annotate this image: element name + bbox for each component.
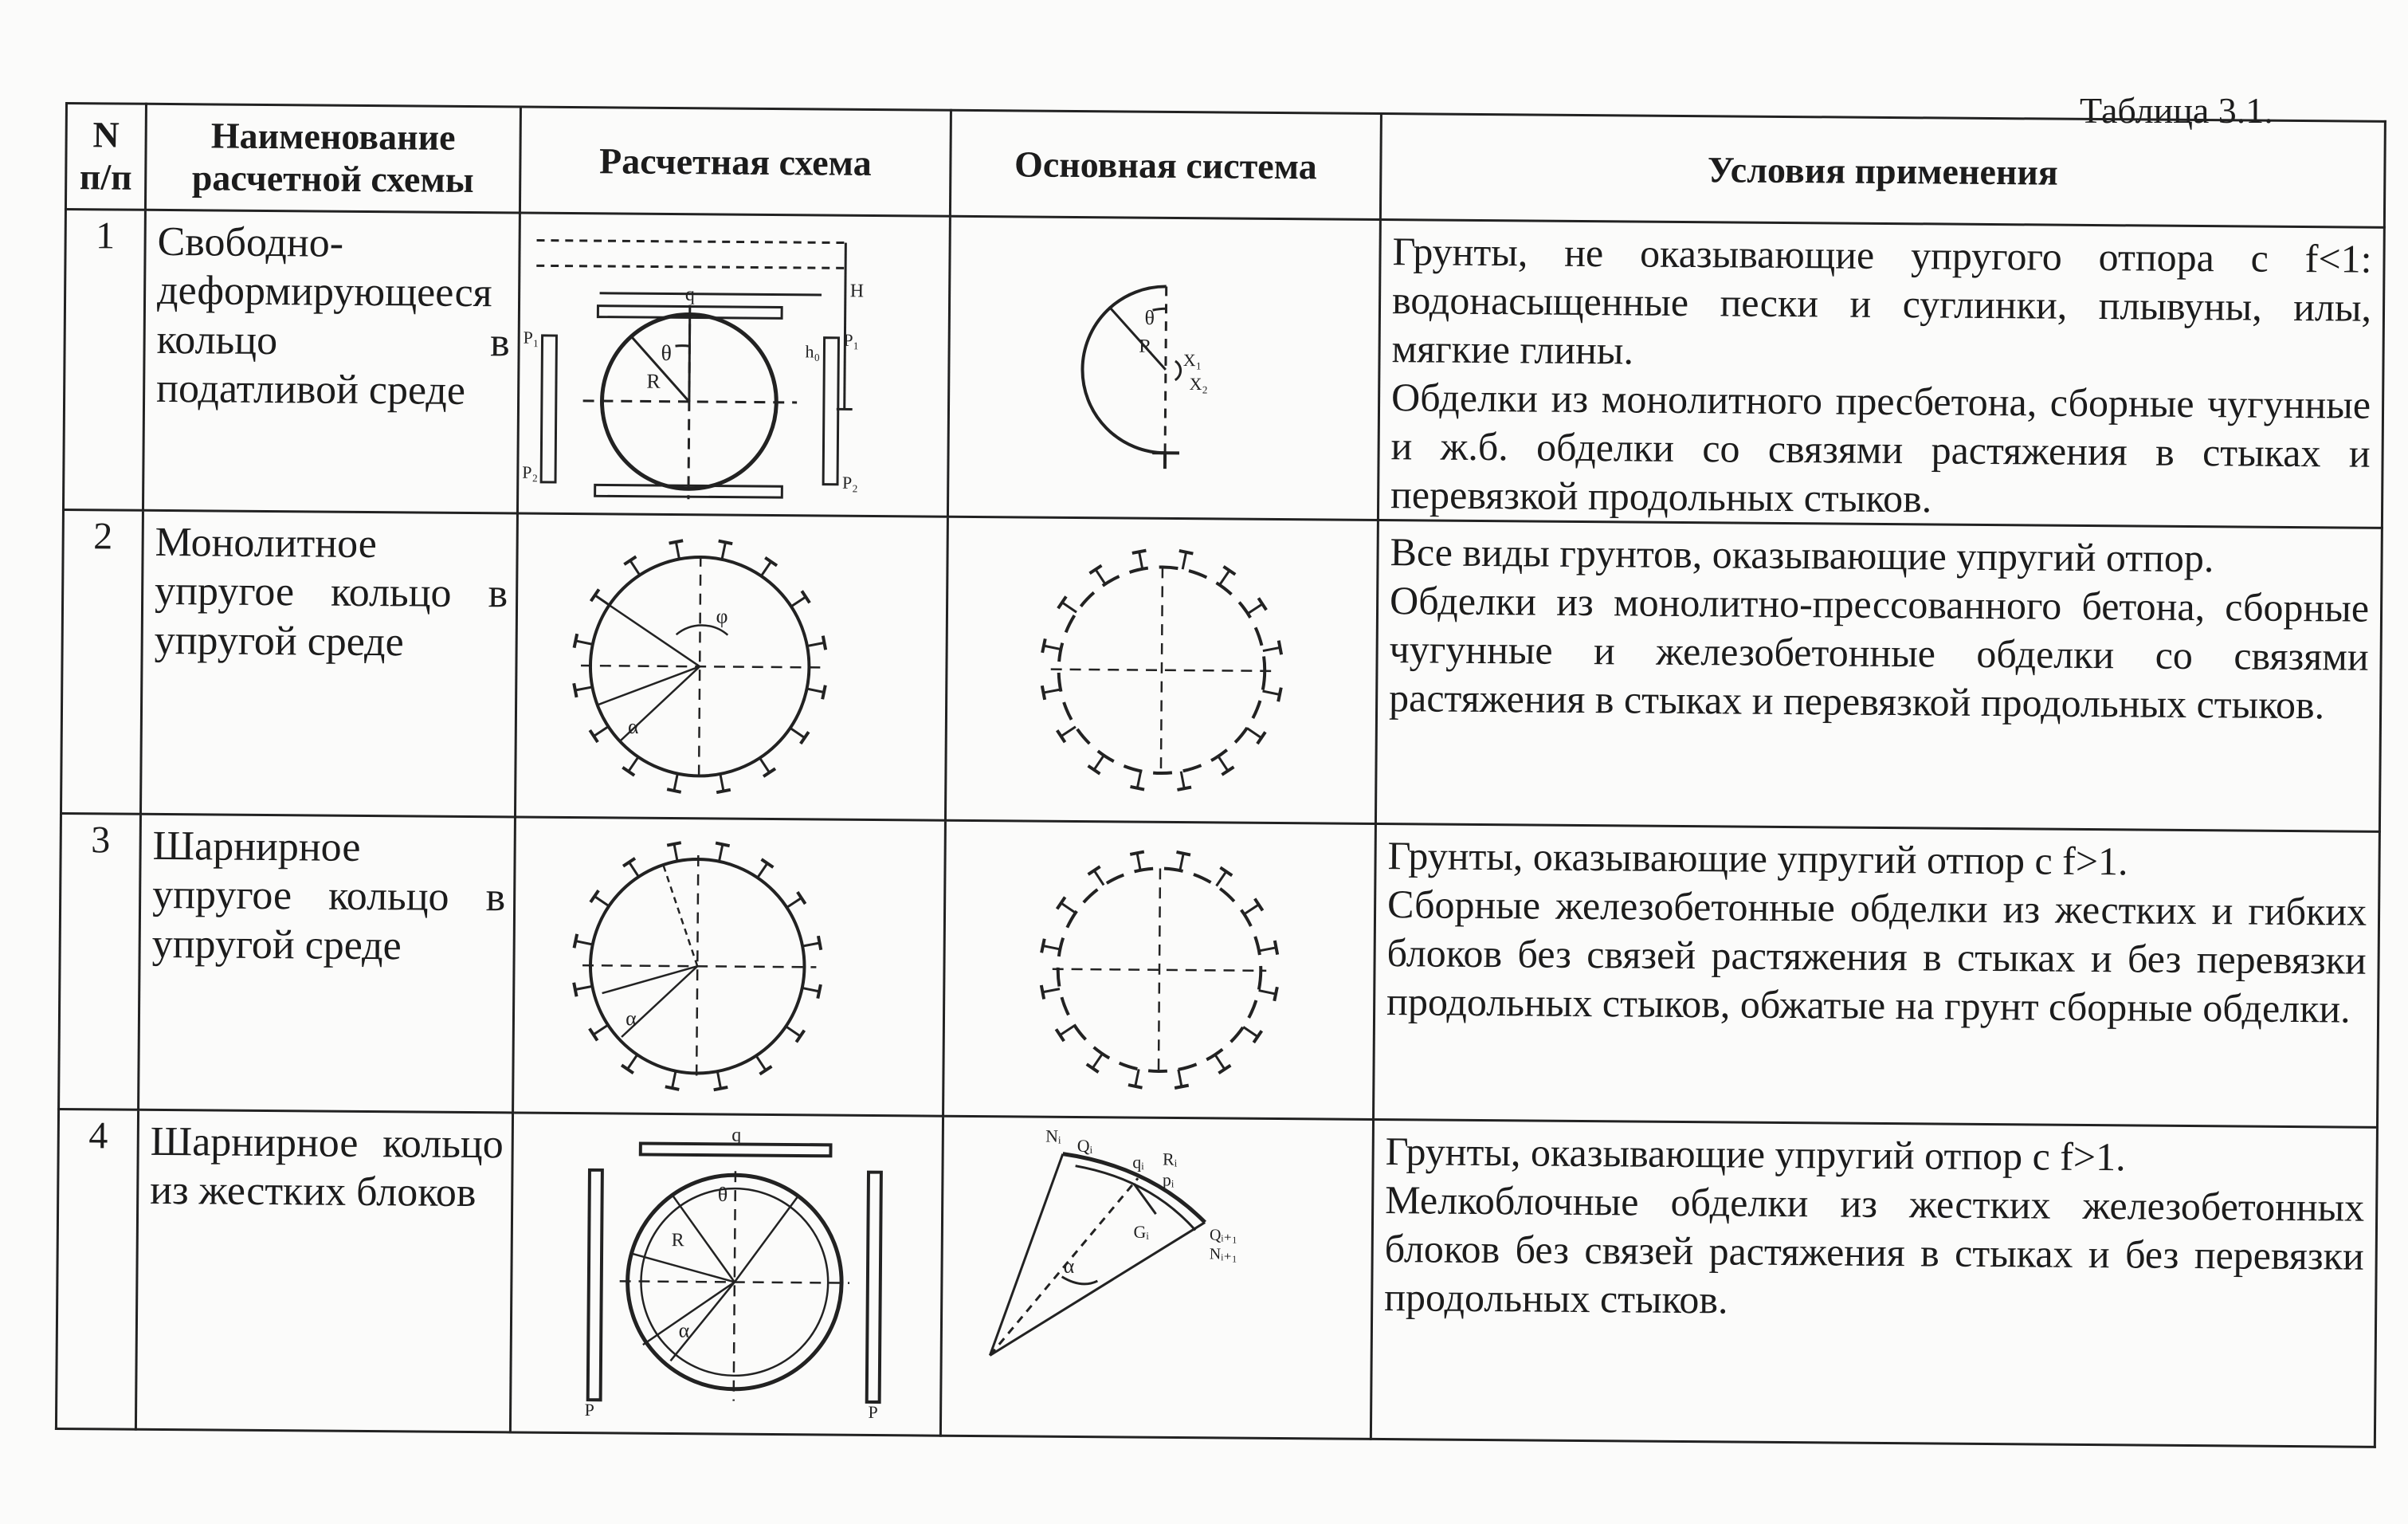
support-cap [763,768,775,776]
scheme-name: Свободно-деформирующееся кольцо в податливой среде [143,210,520,513]
support-cap [1088,766,1100,774]
label-p1-right: P₁ [843,330,860,350]
support-cap [1253,1031,1261,1043]
scheme-name: Шарнирное упругое кольцо в упругой среде [139,814,516,1113]
support-mark [1181,772,1184,788]
support-cap [669,540,684,544]
support-mark [790,728,805,737]
conditions-cell [1371,1119,2377,1447]
label-theta: θ [717,1182,728,1206]
support-mark [759,758,769,772]
header-row [65,104,2385,228]
support-mark [1262,691,1279,694]
label-q: q [684,284,696,305]
table-row [63,210,2384,528]
label-Ni: Nᵢ [1045,1126,1061,1146]
conditions-cell [1375,520,2382,831]
support-mark [1094,870,1104,885]
support-mark [630,560,640,575]
support-mark [673,1071,676,1088]
support-cap [762,859,774,867]
support-cap [716,790,731,793]
support-mark [1096,569,1105,583]
support-cap [623,858,635,866]
support-mark [629,862,638,877]
support-cap [667,843,681,846]
support-mark [1137,771,1140,788]
conditions-soil: Грунты, оказывающие упругий отпор с f>1. [1387,832,2128,884]
label-Gi: Gᵢ [1133,1222,1150,1242]
support-mark [594,726,608,736]
support-mark [802,943,819,946]
header-base-system: Основная система [950,110,1381,219]
block-segment-diagram [942,1117,1372,1438]
label-qi: qᵢ [1132,1153,1144,1172]
row-number: 3 [59,813,141,1110]
conditions-soil: Грунты, не оказывающие упругого отпора с f<1: водонасыщенные пески и суглинки, плывуны, илы, мягкие глины. [1391,229,2372,373]
label-theta: θ [661,340,673,367]
support-mark [1182,552,1186,569]
support-mark [575,941,592,944]
label-R: R [1139,336,1152,357]
conditions-lining: Обделки из монолитно-прессованного бетона, сборные чугунные и железобетонные обделки со связями растяжения в стыках и перевязкой продольных стыков. [1388,578,2370,728]
label-p-left: P [584,1400,594,1420]
support-cap [765,558,777,566]
support-mark [720,774,724,791]
row-number: 2 [61,509,143,814]
support-mark [1092,1054,1102,1068]
support-mark [1180,854,1183,870]
support-cap [1255,898,1263,910]
support-mark [786,1027,800,1036]
support-mark [1062,603,1077,612]
table-row [59,813,2380,1127]
support-mark [676,542,679,559]
support-mark [1135,1069,1139,1086]
support-mark [791,597,806,607]
support-mark [1137,853,1140,870]
support-mark [786,898,801,907]
support-mark [1220,571,1229,585]
base-system-figure [940,1116,1373,1439]
header-num: N п/п [65,104,146,210]
label-h0: h₀ [805,342,821,362]
schemes-table [55,102,2386,1447]
conditions-soil: Все виды грунтов, оказывающие упругий отпор. [1390,529,2214,581]
support-mark [802,988,819,991]
support-cap [1222,767,1233,775]
conditions-lining: Обделки из монолитного пресбетона, сборные чугунные и ж.б. обделки со связями растяжения в стыках и перевязкой продольных стыков. [1390,375,2371,521]
support-mark [807,642,824,646]
support-mark [719,844,722,861]
support-cap [1057,897,1065,909]
support-cap [574,983,577,997]
support-cap [801,732,809,744]
half-ring-diagram [949,218,1379,519]
label-Ni1: Nᵢ₊₁ [1209,1245,1237,1263]
support-mark [1215,1055,1225,1069]
support-cap [759,1066,771,1074]
support-mark [758,863,767,878]
support-cap [1274,987,1277,1001]
label-Qi1: Qᵢ₊₁ [1209,1226,1238,1244]
label-theta: θ [1144,305,1155,330]
support-mark [575,687,592,690]
support-cap [591,589,599,601]
support-mark [1060,1025,1074,1035]
base-system-figure [945,517,1378,823]
support-mark [627,1055,637,1069]
support-cap [818,984,821,999]
support-cap [1176,852,1190,855]
support-cap [796,1030,804,1042]
support-cap [574,683,577,697]
conditions-soil: Грунты, оказывающие упругий отпор с f>1. [1385,1128,2126,1180]
support-cap [1275,941,1278,955]
support-cap [1257,732,1265,744]
conditions-cell [1378,219,2384,528]
support-mark [761,562,771,576]
scheme-name: Монолитное упругое кольцо в упругой среде [140,510,517,817]
label-R: R [671,1229,684,1251]
header-name: Наименование расчетной схемы [145,104,520,213]
header-scheme: Расчетная схема [520,107,951,216]
label-x2: X₂ [1189,374,1209,395]
support-cap [624,556,636,564]
support-cap [1056,1029,1064,1041]
hinged-base-diagram [944,822,1375,1118]
support-cap [590,730,598,742]
support-cap [1177,787,1191,790]
support-cap [622,768,634,776]
support-cap [822,685,826,700]
support-cap [575,934,578,949]
label-R: R [646,369,661,393]
table-caption: Таблица 3.1. [2080,90,2273,131]
support-mark [1259,948,1276,951]
support-mark [1217,871,1226,886]
support-cap [590,1028,598,1040]
label-p2-right: P₂ [841,473,858,493]
label-p-right: P [868,1402,878,1422]
support-mark [717,1071,720,1088]
design-scheme-figure [510,1113,943,1436]
support-mark [1218,756,1228,771]
hinged-ring-diagram [514,818,944,1114]
monolithic-base-diagram [947,518,1377,823]
support-cap [716,843,730,846]
support-mark [594,595,609,605]
label-alpha: α [1063,1254,1075,1278]
support-mark [594,896,609,905]
support-mark [722,542,725,559]
support-mark [756,1055,766,1070]
base-system-figure [943,820,1376,1119]
support-mark [1094,756,1104,770]
support-mark [575,641,592,644]
support-mark [1243,1027,1257,1036]
scheme-name: Шарнирное кольцо из жестких блоков [135,1110,512,1432]
support-cap [1058,596,1066,608]
support-mark [1263,647,1280,650]
monolithic-ring-diagram [516,514,947,819]
support-mark [1139,552,1142,568]
label-Ri: Rᵢ [1162,1149,1178,1169]
support-mark [1061,727,1076,736]
support-cap [1041,939,1045,953]
support-cap [719,541,733,544]
rigid-blocks-ring-diagram [512,1114,942,1434]
label-alpha: α [626,1006,637,1031]
support-mark [575,986,592,989]
support-cap [798,892,806,904]
support-cap [1042,685,1045,700]
support-cap [1041,985,1045,1000]
label-alpha: α [678,1318,690,1342]
table-row [61,509,2382,831]
label-x1: X₁ [1182,351,1202,371]
support-cap [1132,550,1147,553]
support-cap [823,636,826,650]
support-cap [1223,567,1235,575]
support-cap [818,936,822,950]
support-mark [629,757,638,772]
support-cap [1087,1064,1099,1072]
label-p1-left: P₁ [523,328,539,348]
support-cap [1220,867,1232,875]
support-mark [807,689,824,692]
support-cap [1089,565,1101,573]
support-mark [674,774,677,791]
support-cap [1131,787,1145,790]
support-mark [1044,646,1061,649]
free-ring-diagram [519,214,949,515]
support-cap [667,789,681,792]
row-number: 4 [56,1109,138,1429]
support-mark [1247,728,1261,737]
label-alpha: α [627,715,639,739]
support-cap [1179,551,1194,554]
label-pi: pᵢ [1162,1170,1175,1190]
support-cap [1128,1085,1143,1088]
support-cap [1258,598,1266,610]
support-cap [575,634,578,648]
support-cap [622,1065,633,1073]
conditions-cell [1374,823,2380,1127]
label-p2-left: P₂ [522,462,539,482]
conditions-lining: Мелкоблочные обделки из жестких железобетонных блоков без связей растяжения в стыках и без перевязки продольных стыков. [1384,1176,2365,1322]
support-mark [1259,990,1276,993]
support-mark [1061,903,1076,913]
design-scheme-figure [517,213,950,517]
table-row [56,1109,2377,1447]
support-cap [1042,638,1045,653]
label-H: H [849,281,865,302]
base-system-figure [947,216,1380,520]
design-scheme-figure [513,817,946,1116]
header-conditions: Условия применения [1380,113,2385,227]
support-cap [1130,851,1144,854]
support-mark [594,1025,608,1035]
support-cap [665,1086,680,1090]
support-cap [1279,641,1282,655]
support-cap [1088,866,1100,874]
row-number: 1 [63,210,145,511]
label-q: q [731,1125,742,1146]
support-cap [802,591,810,603]
support-cap [714,1087,728,1090]
support-mark [1179,1070,1182,1086]
support-cap [1175,1085,1189,1088]
support-cap [1278,688,1281,702]
label-phi: φ [716,604,728,628]
conditions-lining: Сборные железобетонные обделки из жестких и гибких блоков без связей растяжения в стыках и без перевязки продольных стыков, обжатые на грунт сборные обделки. [1386,881,2367,1031]
support-cap [1218,1065,1230,1073]
design-scheme-figure [515,513,947,820]
support-mark [1244,905,1258,914]
support-mark [1248,604,1262,614]
support-mark [1043,945,1060,949]
support-cap [590,890,598,902]
support-mark [674,844,677,861]
support-mark [1043,689,1060,693]
label-Qi: Qᵢ [1077,1136,1093,1156]
support-mark [1042,988,1059,992]
support-cap [1057,730,1065,742]
